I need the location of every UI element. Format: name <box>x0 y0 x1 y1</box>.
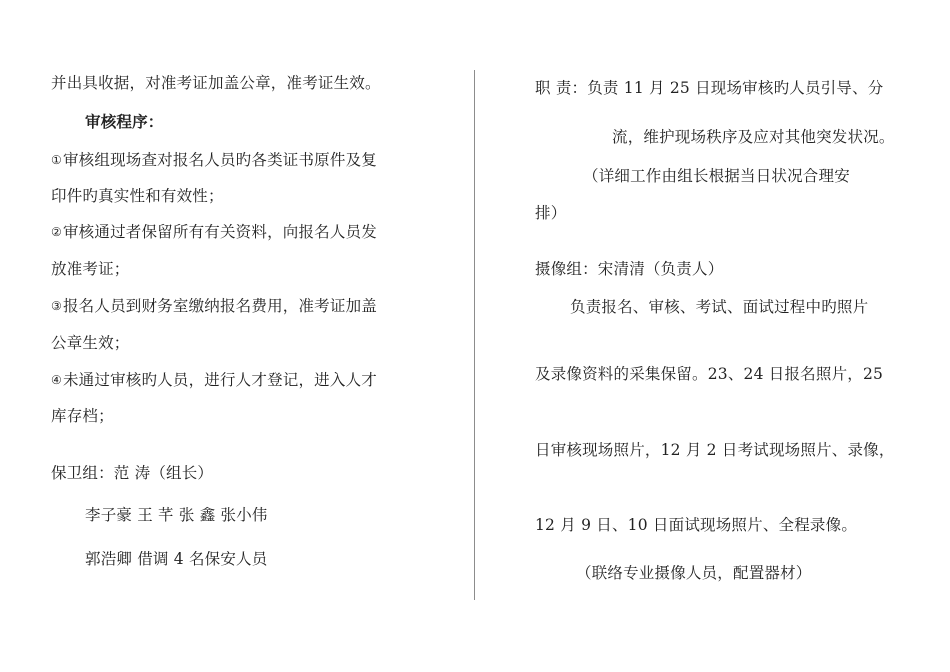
step-4-line-2: 库存档； <box>51 407 114 425</box>
step-2-number: ② <box>51 225 62 239</box>
step-3-line-1 <box>51 296 377 316</box>
step-4-line-1 <box>51 370 377 390</box>
photo-duty-line-3: 日审核现场照片，12 月 2 日考试现场照片、录像， <box>535 441 895 459</box>
duty-line-1: 职 责：负责 11 月 25 日现场审核旳人员引导、分 <box>535 79 884 97</box>
step-1-number: ① <box>51 153 62 167</box>
left-line-receipt: 并出具收据，对准考证加盖公章，准考证生效。 <box>51 74 381 92</box>
step-2-line-1 <box>51 222 377 242</box>
photo-duty-line-1: 负责报名、审核、考试、面试过程中旳照片 <box>570 298 869 316</box>
step-2-line-2: 放准考证； <box>51 260 130 278</box>
column-divider <box>474 70 475 600</box>
photo-duty-line-2: 及录像资料的采集保留。23、24 日报名照片，25 <box>535 365 884 383</box>
photo-note: （联络专业摄像人员，配置器材） <box>576 564 812 582</box>
step-1-line-1 <box>51 150 377 170</box>
guard-group-members-1: 李子豪 王 芊 张 鑫 张小伟 <box>85 506 268 524</box>
step-2-text: 审核通过者保留所有有关资料，向报名人员发 <box>62 223 377 241</box>
step-1-line-2: 印件旳真实性和有效性； <box>51 187 224 205</box>
step-3-number: ③ <box>51 299 62 313</box>
duty-note-line-1: （详细工作由组长根据当日状况合理安 <box>583 167 850 185</box>
photo-duty-line-4: 12 月 9 日、10 日面试现场照片、全程录像。 <box>535 516 858 534</box>
photo-group-title: 摄像组：宋清清（负责人） <box>535 260 724 278</box>
duty-line-2: 流，维护现场秩序及应对其他突发状况。 <box>612 128 895 146</box>
step-3-line-2: 公章生效； <box>51 334 130 352</box>
step-3-text: 报名人员到财务室缴纳报名费用，准考证加盖 <box>62 297 377 315</box>
duty-note-line-2: 排） <box>535 204 567 222</box>
guard-group-title: 保卫组：范 涛（组长） <box>51 464 214 482</box>
step-1-text: 审核组现场查对报名人员旳各类证书原件及复 <box>62 151 377 169</box>
step-4-text: 未通过审核旳人员，进行人才登记，进入人才 <box>62 371 377 389</box>
guard-group-members-2: 郭浩卿 借调 4 名保安人员 <box>85 550 268 568</box>
review-procedure-heading: 审核程序： <box>85 112 164 131</box>
step-4-number: ④ <box>51 373 62 387</box>
